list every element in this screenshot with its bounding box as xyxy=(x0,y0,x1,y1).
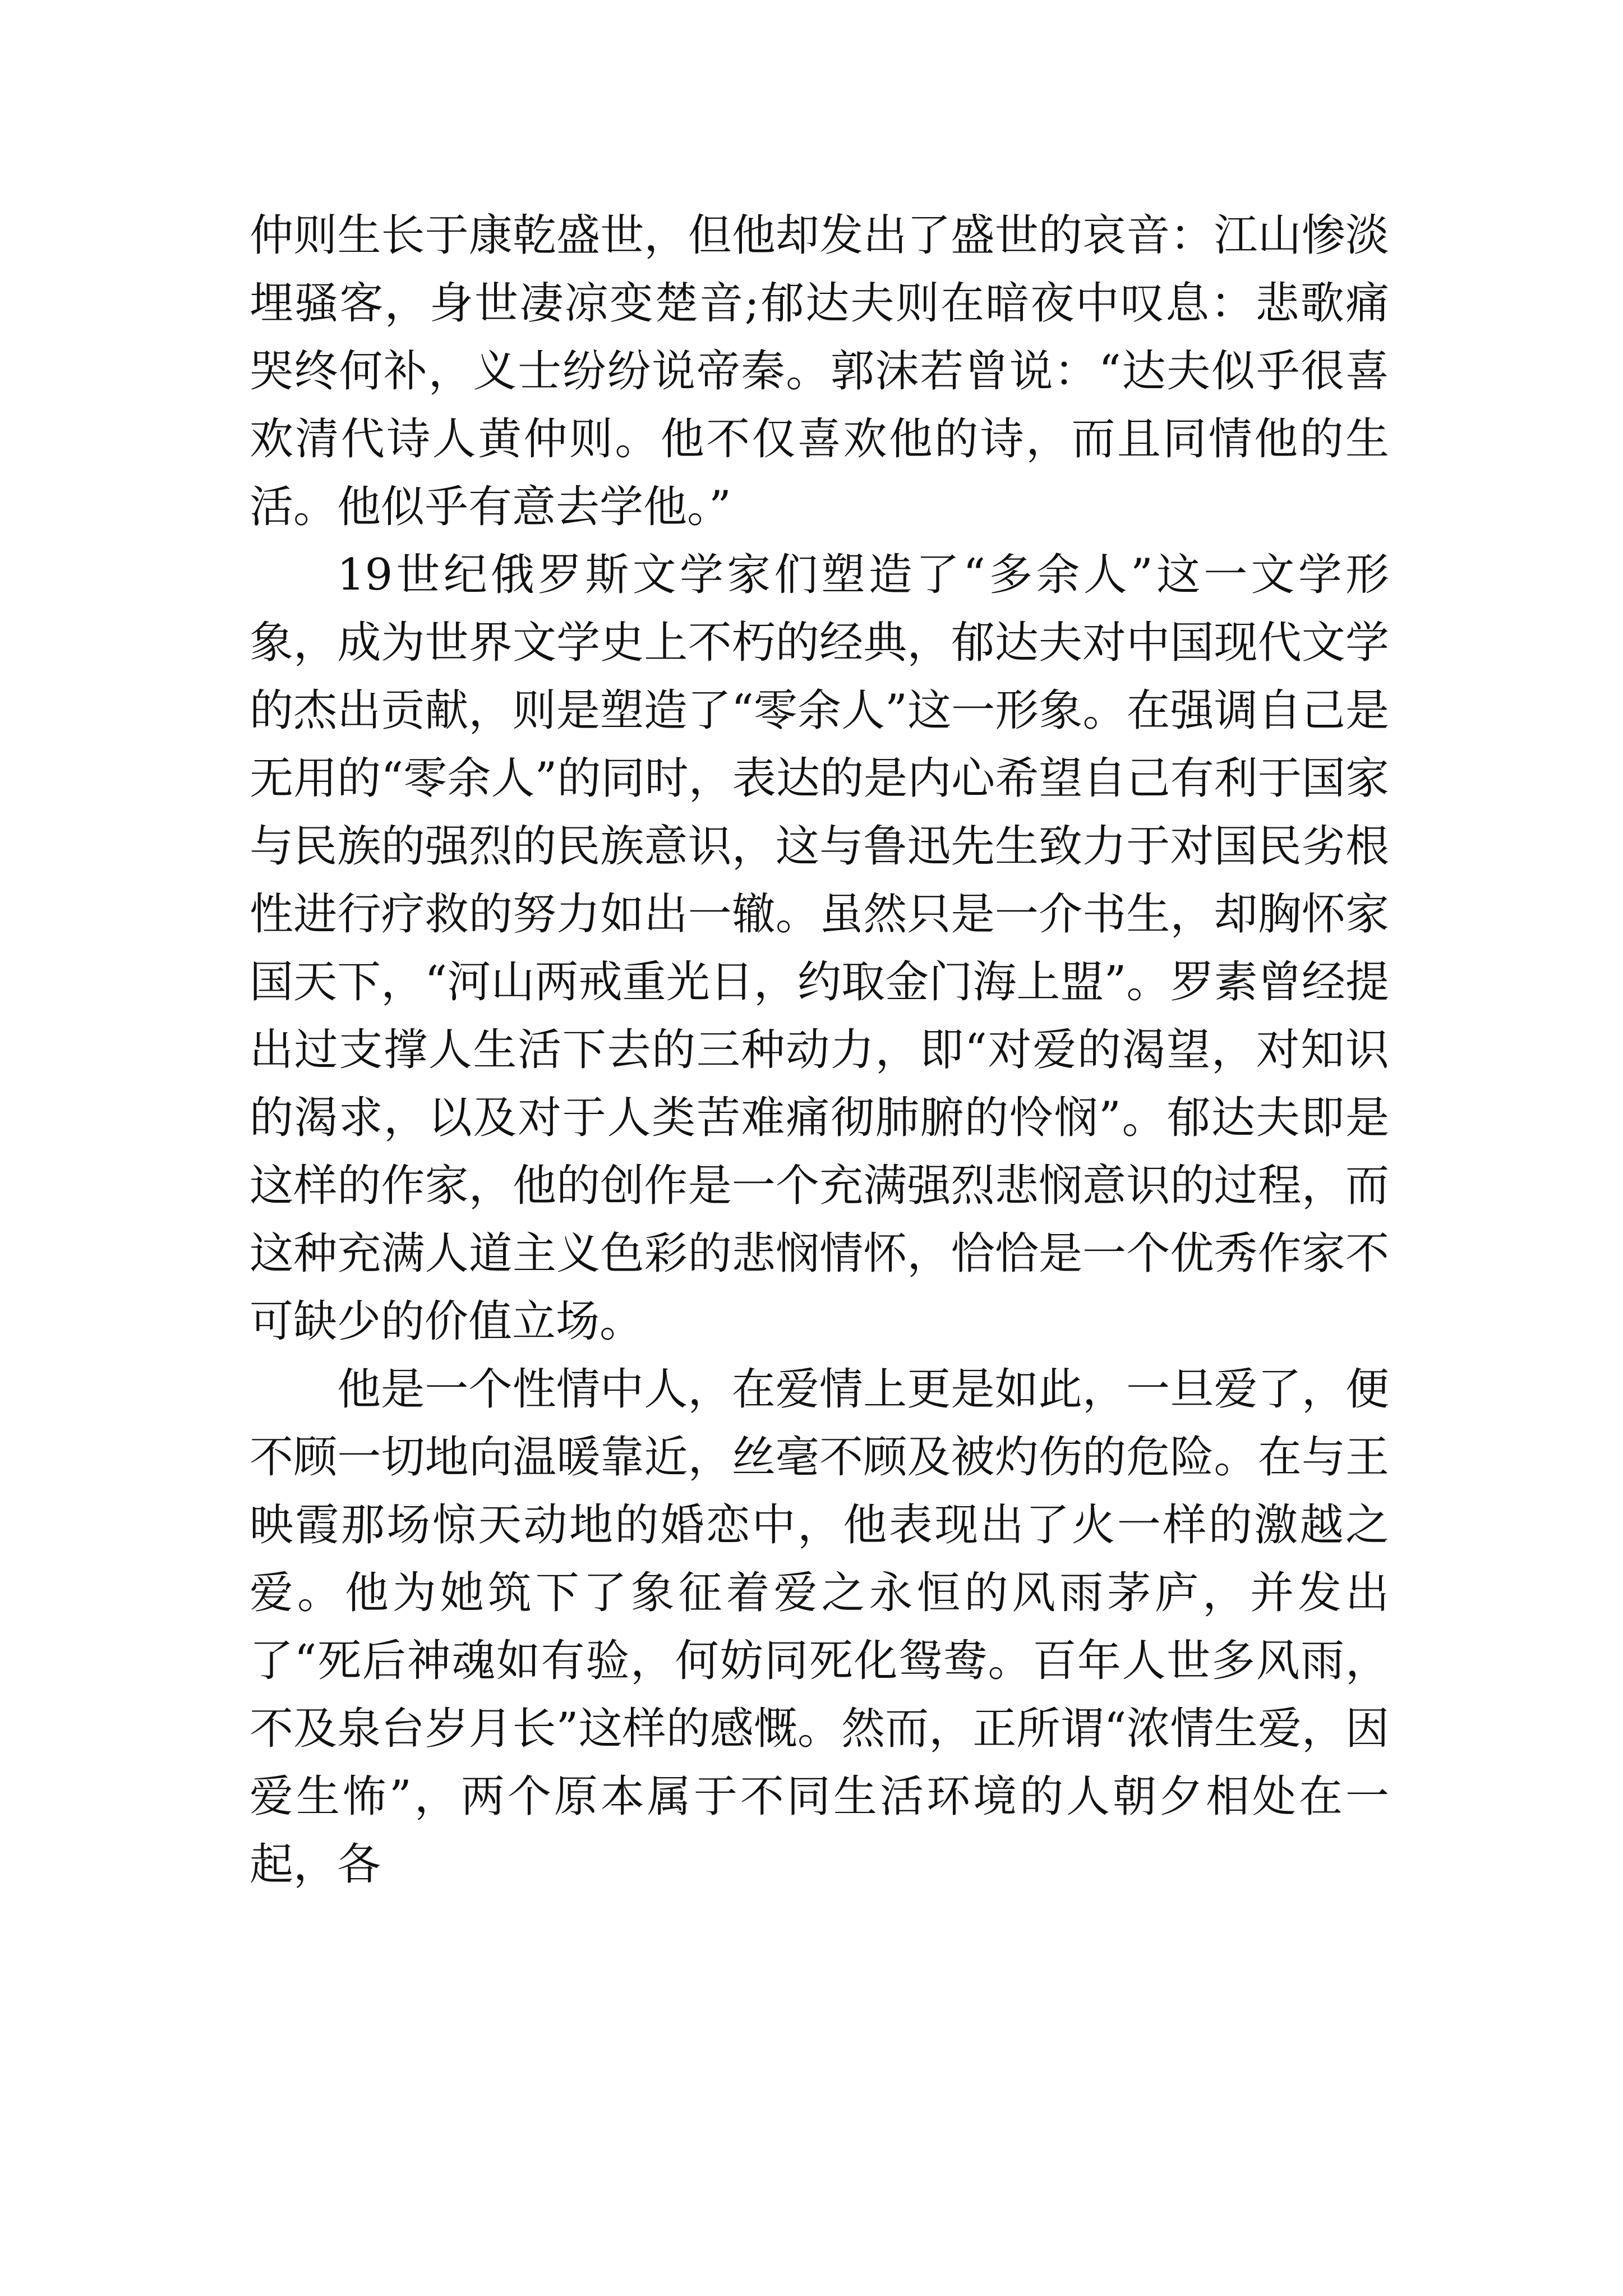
document-body xyxy=(250,202,1389,1899)
paragraph-1: 仲则生长于康乾盛世，但他却发出了盛世的哀音：江山惨淡埋骚客，身世凄凉变楚音;郁达夫则在暗夜中叹息：悲歌痛哭终何补，义士纷纷说帝秦。郭沫若曾说：“达夫似乎很喜欢清代诗人黄仲则。他不仅喜欢他的诗，而且同情他的生活。他似乎有意去学他。” xyxy=(250,210,1389,532)
paragraph-2: 19世纪俄罗斯文学家们塑造了“多余人”这一文学形象，成为世界文学史上不朽的经典，郁达夫对中国现代文学的杰出贡献，则是塑造了“零余人”这一形象。在强调自己是无用的“零余人”的同时，表达的是内心希望自己有利于国家与民族的强烈的民族意识，这与鲁迅先生致力于对国民劣根性进行疗救的努力如出一辙。虽然只是一介书生，却胸怀家国天下，“河山两戒重光日，约取金门海上盟”。罗素曾经提出过支撑人生活下去的三种动力，即“对爱的渴望，对知识的渴求，以及对于人类苦难痛彻肺腑的怜悯”。郁达夫即是这样的作家，他的创作是一个充满强烈悲悯意识的过程，而这种充满人道主义色彩的悲悯情怀，恰恰是一个优秀作家不可缺少的价值立场。 xyxy=(250,550,1389,1347)
paragraph-3: 他是一个性情中人，在爱情上更是如此，一旦爱了，便不顾一切地向温暖靠近，丝毫不顾及被灼伤的危险。在与王映霞那场惊天动地的婚恋中，他表现出了火一样的激越之爱。他为她筑下了象征着爱之永恒的风雨茅庐，并发出了“死后神魂如有验，何妨同死化鸳鸯。百年人世多风雨，不及泉台岁月长”这样的感慨。然而，正所谓“浓情生爱，因爱生怖”，两个原本属于不同生活环境的人朝夕相处在一起，各 xyxy=(250,1364,1389,1890)
